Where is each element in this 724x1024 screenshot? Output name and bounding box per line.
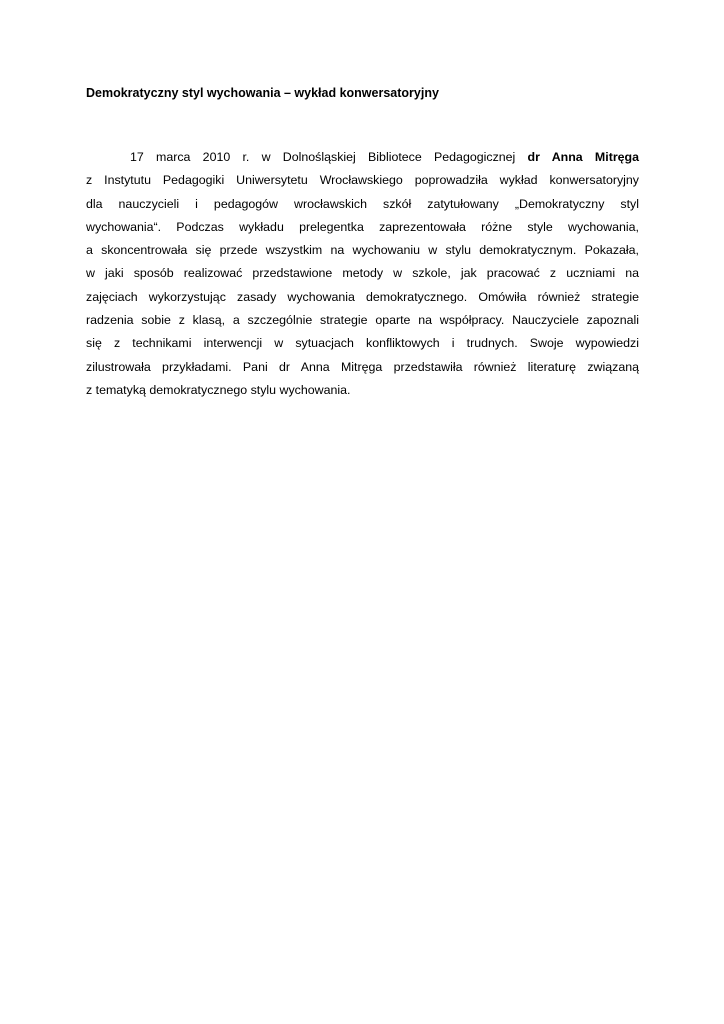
paragraph-line-7: zajęciach wykorzystując zasady wychowania demokratycznego. Omówiła również strategie	[86, 289, 639, 304]
paragraph-line-5: a skoncentrowała się przede wszystkim na wychowaniu w stylu demokratycznym. Pokazała,	[86, 243, 639, 258]
paragraph-line-1-text: 17 marca 2010 r. w Dolnośląskiej Bibliotece Pedagogicznej	[130, 150, 528, 164]
document-title: Demokratyczny styl wychowania – wykład konwersatoryjny	[86, 86, 439, 100]
paragraph-line-11: z tematyką demokratycznego stylu wychowania.	[86, 382, 351, 397]
paragraph-line-9: się z technikami interwencji w sytuacjach konfliktowych i trudnych. Swoje wypowiedzi	[86, 336, 639, 351]
paragraph-line-1	[86, 146, 639, 169]
paragraph-line-8: radzenia sobie z klasą, a szczególnie strategie oparte na współpracy. Nauczyciele zapoznali	[86, 313, 639, 328]
author-name: dr Anna Mitręga	[527, 150, 639, 164]
paragraph-line-2: z Instytutu Pedagogiki Uniwersytetu Wrocławskiego poprowadziła wykład konwersatoryjny	[86, 173, 639, 188]
paragraph-line-4: wychowania“. Podczas wykładu prelegentka zaprezentowała różne style wychowania,	[86, 219, 639, 234]
paragraph-line-3: dla nauczycieli i pedagogów wrocławskich szkół zatytułowany „Demokratyczny styl	[86, 196, 639, 211]
document-paragraph	[86, 146, 639, 402]
paragraph-line-6: w jaki sposób realizować przedstawione metody w szkole, jak pracować z uczniami na	[86, 266, 639, 281]
paragraph-line-10: zilustrowała przykładami. Pani dr Anna Mitręga przedstawiła również literaturę związaną	[86, 359, 639, 374]
